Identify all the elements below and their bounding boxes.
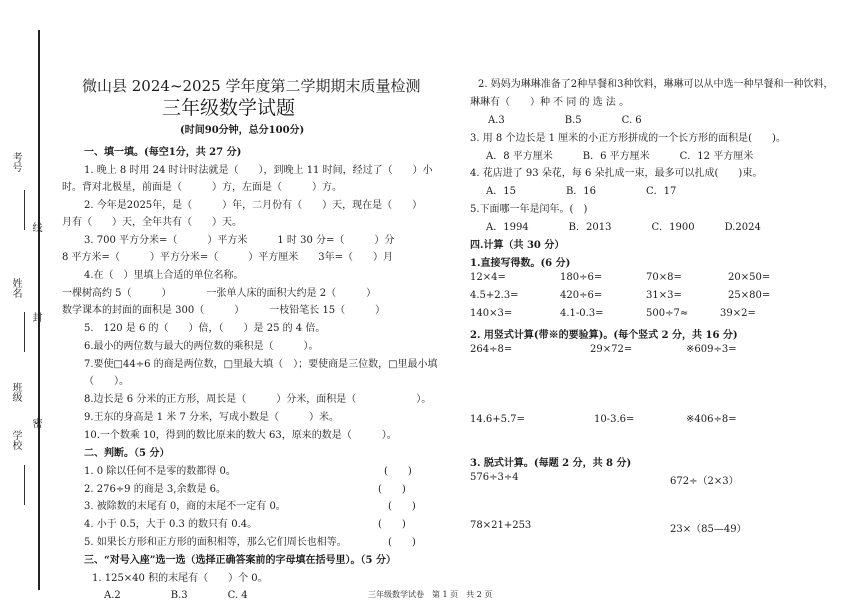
direct-calc: 500÷7≈ bbox=[646, 308, 689, 319]
direct-calc: 20×50= bbox=[728, 272, 771, 283]
choice-options: A．15 B．16 C．17 bbox=[486, 186, 677, 197]
vertical-calc: 264÷8= bbox=[470, 344, 513, 355]
section-2-heading: 二、判断。（5 分） bbox=[84, 448, 170, 459]
exam-subtitle: 三年级数学试题 bbox=[162, 97, 296, 119]
question-line: 3. 700 平方分米=（ ）平方米 1 时 30 分=（ ）分 bbox=[84, 235, 395, 246]
judge-item: 5. 如果长方形和正方形的面积相等，那么它们周长也相等。 bbox=[84, 537, 347, 548]
judge-bracket: ( ) bbox=[388, 501, 416, 512]
choice-options: A.2 B.3 C. 4 bbox=[104, 590, 248, 601]
choice-question: 2. 妈妈为琳琳准备了2种早餐和3种饮料，琳琳可以从中选一种早餐和一种饮料， bbox=[478, 79, 834, 90]
side-label-banji: 班级 bbox=[10, 382, 21, 402]
side-underline-1 bbox=[24, 190, 25, 230]
choice-question: 1. 125×40 积的末尾有（ ）个 0。 bbox=[92, 573, 268, 584]
choice-question: 5.下面哪一年是闰年。( ) bbox=[470, 204, 588, 215]
judge-item: 1. 0 除以任何不是零的数都得 0。 bbox=[84, 466, 236, 477]
section-3-heading: 三、“对号入座”选一选（选择正确答案前的字母填在括号里）。（5 分） bbox=[84, 555, 396, 566]
judge-bracket: ( ) bbox=[378, 519, 406, 530]
question-line: 1. 晚上 8 时用 24 时计时法就是（ ），到晚上 11 时间，经过了（ ）小 bbox=[84, 165, 433, 176]
step-calc: 23×（85—49） bbox=[670, 524, 747, 535]
direct-calc: 31×3= bbox=[646, 290, 682, 301]
question-line: （ ）。 bbox=[84, 376, 129, 387]
question-line: 月有（ ）天，全年共有（ ）天。 bbox=[62, 217, 242, 228]
question-line: 一棵树高约 5（ ） 一张单人床的面积大约是 2（ ） bbox=[62, 288, 377, 299]
step-calc: 576÷3÷4 bbox=[470, 472, 519, 483]
subsection-heading: 2. 用竖式计算(带※的要验算)。(每个竖式 2 分，共 16 分) bbox=[470, 330, 738, 341]
side-label-mi: 密 bbox=[30, 418, 41, 428]
direct-calc: 140×3= bbox=[470, 308, 513, 319]
question-line: 5. 120 是 6 的（ ）倍，（ ）是 25 的 4 倍。 bbox=[84, 323, 326, 334]
question-line: 时。背对北极星，前面是（ ）方，左面是（ ）方。 bbox=[62, 182, 342, 193]
question-line: 7.要使□44÷6 的商是两位数，□里最大填（ ）；要使商是三位数，□里最小填 bbox=[84, 359, 438, 370]
side-underline-3 bbox=[24, 465, 25, 505]
question-line: 8.边长是 6 分米的正方形，周长是（ ）分米，面积是（ ）。 bbox=[84, 394, 432, 405]
vertical-calc: 29×72= bbox=[590, 344, 633, 355]
vertical-calc: ※609÷3= bbox=[686, 344, 737, 355]
section-4-heading: 四.计算（共 30 分） bbox=[470, 240, 565, 251]
binding-line bbox=[38, 30, 40, 590]
page-footer: 三年级数学试卷 第 1 页 共 2 页 bbox=[368, 590, 493, 599]
subsection-heading: 1.直接写得数。(6 分) bbox=[470, 258, 571, 269]
side-label-xian: 线 bbox=[30, 222, 41, 232]
choice-question: 3. 用 8 个边长是 1 厘米的小正方形拼成的一个长方形的面积是( )。 bbox=[470, 133, 786, 144]
direct-calc: 420÷6= bbox=[560, 290, 603, 301]
question-line: 数学课本的封面的面积是 300（ ） 一枝铅笔长 15（ ） bbox=[62, 305, 386, 316]
exam-title: 微山县 2024~2025 学年度第二学期期末质量检测 bbox=[82, 77, 421, 95]
judge-bracket: ( ) bbox=[384, 466, 412, 477]
side-label-feng: 封 bbox=[30, 312, 41, 322]
judge-bracket: ( ) bbox=[388, 537, 416, 548]
direct-calc: 39×2= bbox=[720, 308, 756, 319]
question-line: 8 平方米=（ ）平方分米=（ ）平方厘米 3年=（ ）月 bbox=[62, 252, 394, 263]
direct-calc: 25×80= bbox=[728, 290, 771, 301]
subsection-heading: 3. 脱式计算。(每题 2 分，共 8 分) bbox=[470, 458, 632, 469]
choice-question: 琳琳有（ ）种 不 同 的 选 法 。 bbox=[470, 97, 630, 108]
direct-calc: 4.1-0.3= bbox=[560, 308, 604, 319]
vertical-calc: ※406÷8= bbox=[686, 414, 737, 425]
side-label-kaohao: 考号 bbox=[10, 152, 21, 172]
step-calc: 78×21+253 bbox=[470, 520, 532, 531]
question-line: 4.在（ ）里填上合适的单位名称。 bbox=[84, 270, 244, 281]
direct-calc: 12×4= bbox=[470, 272, 506, 283]
judge-item: 4. 小于 0.5，大于 0.3 的数只有 0.4。 bbox=[84, 519, 258, 530]
vertical-calc: 14.6+5.7= bbox=[470, 414, 525, 425]
choice-options: A．1994 B．2013 C．1900 D.2024 bbox=[486, 222, 761, 233]
question-line: 10.一个数乘 10，得到的数比原来的数大 63，原来的数是（ ）。 bbox=[84, 430, 397, 441]
question-line: 6.最小的两位数与最大的两位数的乘积是（ ）。 bbox=[84, 341, 319, 352]
step-calc: 672÷（2×3） bbox=[670, 476, 739, 487]
side-label-xuexiao: 学校 bbox=[10, 430, 21, 450]
judge-item: 2. 276÷9 的商是 3,余数是 6。 bbox=[84, 484, 226, 495]
section-1-heading: 一、填一填。(每空1分，共 27 分) bbox=[84, 147, 242, 158]
question-line: 9.王东的身高是 1 米 7 分米，写成小数是（ ）米。 bbox=[84, 412, 339, 423]
judge-bracket: ( ) bbox=[378, 484, 406, 495]
direct-calc: 180÷6= bbox=[560, 272, 603, 283]
side-underline-2 bbox=[24, 312, 25, 352]
question-line: 2. 今年是2025年，是（ ）年，二月份有（ ）天，现在是（ ） bbox=[84, 200, 423, 211]
direct-calc: 4.5+2.3= bbox=[470, 290, 519, 301]
choice-question: 4. 花店进了 93 朵花，每 6 朵扎成一束，最多可以扎成( )束。 bbox=[470, 168, 763, 179]
judge-item: 3. 被除数的末尾有 0，商的末尾不一定有 0。 bbox=[84, 501, 286, 512]
choice-options: A．8 平方厘米 B．6 平方厘米 C．12 平方厘米 bbox=[486, 151, 754, 162]
exam-time: (时间90分钟，总分100分) bbox=[180, 125, 305, 136]
side-label-xingming: 姓名 bbox=[10, 278, 21, 298]
choice-options: A.3 B.5 C. 6 bbox=[488, 115, 642, 126]
vertical-calc: 10-3.6= bbox=[594, 414, 635, 425]
direct-calc: 70×8= bbox=[646, 272, 682, 283]
